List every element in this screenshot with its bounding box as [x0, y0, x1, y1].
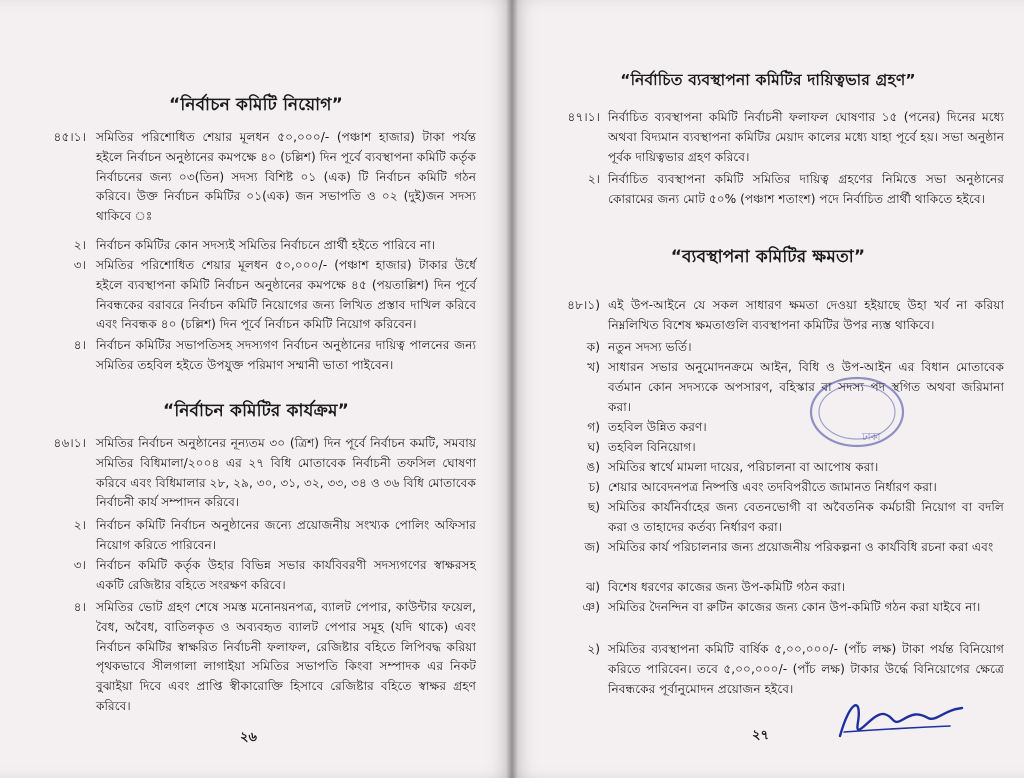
seal-text: ঢাকা [862, 432, 881, 443]
section-number: ২। [73, 518, 86, 532]
item-label: ২) [587, 642, 600, 656]
item-text: বিশেষ ধরণের কাজের জন্য উপ-কমিটি গঠন করা। [608, 580, 846, 594]
item-label: ঘ) [587, 440, 600, 454]
item-text: তহবিল বিনিয়োগ। [608, 440, 696, 454]
right-page [512, 0, 1024, 778]
page-number: ২৭ [752, 728, 769, 743]
section-text: সমিতির পরিশোধিত শেয়ার মূলধন ৫০,০০০/- (পঞ্চাশ হাজার) টাকার উর্ধে হইলে ব্যবস্থাপনা কমিটি নির্বাচন অনুষ্ঠানের কমপক্ষে ৪৫ (পয়তাল্লিশ) দিন পূর্বে নিবন্ধকের বরাবরে নির্বাচন কমিটি নিয়োগের জন্য লিখিত প্রস্তাব দাখিল করিবে এবং নিবন্ধক ৪০ (চল্লিশ) দিন পূর্বে নির্বাচন কমিটি নিয়োগ করিবেন। [96, 258, 476, 332]
item-text: সমিতির কার্য পরিচালনার জন্য প্রয়োজনীয় পরিকল্পনা ও কার্যবিধি রচনা করা এবং [608, 540, 994, 554]
section-number: ৪৭।১। [567, 110, 600, 124]
heading-election-committee-appointment: “নির্বাচন কমিটি নিয়োগ” [169, 95, 343, 115]
office-seal [802, 372, 912, 452]
section-number: ৪৮।১) [567, 298, 600, 312]
item-label: খ) [587, 360, 600, 374]
section-number: ৪৫।১। [53, 130, 86, 144]
signature [832, 692, 972, 754]
heading-election-committee-activities: “নির্বাচন কমিটির কার্যক্রম” [162, 401, 350, 421]
item-text: তহবিল উন্নিত করণ। [608, 420, 707, 434]
section-number: ৪। [73, 600, 86, 614]
page-number: ২৬ [240, 730, 257, 745]
heading-assumption-of-responsibility: “নির্বাচিত ব্যবস্থাপনা কমিটির দায়িত্বভার গ্রহণ” [620, 71, 916, 89]
item-text: সমিতির ব্যবস্থাপনা কমিটি বার্ষিক ৫,০০,০০০/- (পাঁচ লক্ষ) টাকা পর্যন্ত বিনিয়োগ করিতে পারিবেন। তবে ৫,০০,০০০/- (পাঁচ লক্ষ) টাকার উর্দ্ধে বিনিয়োগের ক্ষেত্রে নিবন্ধকের পূর্বানুমোদন প্রয়োজন হইবে। [608, 642, 1004, 696]
book-gutter [506, 0, 518, 778]
section-text: নির্বাচিত ব্যবস্থাপনা কমিটি নির্বাচনী ফলাফল ঘোষণার ১৫ (পনের) দিনের মধ্যে অথবা বিদ্যমান ব্যবস্থাপনা কমিটির মেয়াদ কালের মধ্যে যাহা পূর্বে হয়। সভা অনুষ্ঠান পূর্বক দায়িত্বভার গ্রহণ করিবে। [608, 110, 1004, 164]
section-text: নির্বাচন কমিটির কোন সদস্যই সমিতির নির্বাচনে প্রার্থী হইতে পারিবে না। [96, 238, 436, 252]
item-label: ঞ) [582, 600, 600, 614]
item-text: সমিতির দৈনন্দিন বা রুটিন কাজের জন্য কোন উপ-কমিটি গঠন করা যাইবে না। [608, 600, 981, 614]
item-label: ঝ) [586, 580, 600, 594]
section-text: সমিতির ভোট গ্রহণ শেষে সমস্ত মনোনয়নপত্র, ব্যালট পেপার, কাউন্টার ফয়েল, বৈধ, অবৈধ, বাতিলকৃত ও অব্যবহৃত ব্যালট পেপার সমূহ (যদি থাকে) এবং নির্বাচন কমিটির স্বাক্ষরিত নির্বাচনী ফলাফল, রেজিষ্টার বহিতে লিপিবদ্ধ করিয়া পৃথকভাবে সীলগালা লাগাইয়া সমিতির সভাপতি কিংবা সম্পাদক এর নিকট বুঝাইয়া দিবে এবং প্রাপ্তি স্বীকারোক্তি হিসাবে রেজিষ্টার বহিতে স্বাক্ষর গ্রহণ করিবে। [96, 600, 476, 713]
section-number: ৪। [73, 338, 86, 352]
section-number: ৩। [73, 258, 86, 272]
section-number: ২। [587, 172, 600, 186]
item-text: শেয়ার আবেদনপত্র নিষ্পত্তি এবং তদবিপরীতে জামানত নির্ধারণ করা। [608, 480, 937, 494]
item-text: নতুন সদস্য ভর্তি। [608, 340, 692, 354]
item-label: ছ) [587, 500, 600, 514]
section-text: এই উপ-আইনে যে সকল সাধারণ ক্ষমতা দেওয়া হইয়াছে উহা খর্ব না করিয়া নিম্নলিখিত বিশেষ ক্ষমতাগুলি ব্যবস্থাপনা কমিটির উপর ন্যস্ত থাকিবে। [608, 298, 1004, 332]
section-text: সমিতির পরিশোধিত শেয়ার মূলধন ৫০,০০০/- (পঞ্চাশ হাজার) টাকা পর্যন্ত হইলে নির্বাচন অনুষ্ঠানের কমপক্ষে ৪০ (চল্লিশ) দিন পূর্বে ব্যবস্থাপনা কমিটি কর্তৃক নির্বাচনের জন্য ০৩(তিন) সদস্য বিশিষ্ট ০১ (এক) টি নির্বাচন কমিটি গঠন করিবে। উক্ত নির্বাচন কমিটির ০১(এক) জন সভাপতি ও ০২ (দুই)জন সদস্য থাকিবে ঃ [96, 130, 476, 224]
section-text: নির্বাচন কমিটি কর্তৃক উহার বিভিন্ন সভার কার্যবিবরণী সদস্যগণের স্বাক্ষরসহ একটি রেজিষ্টার বহিতে সংরক্ষণ করিবে। [96, 558, 476, 592]
item-text: সমিতির স্বার্থে মামলা দায়ের, পরিচালনা বা আপোষ করা। [608, 460, 879, 474]
item-label: ক) [586, 340, 600, 354]
section-number: ২। [73, 238, 86, 252]
section-text: নির্বাচন কমিটির সভাপতিসহ সদস্যগণ নির্বাচন অনুষ্ঠানের দায়িত্ব পালনের জন্য সমিতির তহবিল হইতে উপযুক্ত পরিমাণ সম্মানী ভাতা পাইবেন। [96, 338, 476, 372]
section-number: ৩। [73, 558, 86, 572]
item-label: জ) [584, 540, 600, 554]
item-text: সাধারন সভার অনুমোদনক্রমে আইন, বিধি ও উপ-আইন এর বিধান মোতাবেক বর্তমান কোন সদস্যকে অপসারণ, বহিস্কার বা সদস্য পদ স্থগিত অথবা জরিমানা করা। [608, 360, 1004, 414]
item-label: চ) [588, 480, 600, 494]
heading-management-committee-powers: “ব্যবস্থাপনা কমিটির ক্ষমতা” [670, 247, 866, 267]
item-label: ঙ) [586, 460, 600, 474]
section-text: নির্বাচন কমিটি নির্বাচন অনুষ্ঠানের জন্যে প্রয়োজনীয় সংখ্যক পোলিং অফিসার নিয়োগ করিতে পারিবেন। [96, 518, 476, 552]
section-text: সমিতির নির্বাচন অনুষ্ঠানের নূন্যতম ৩০ (ত্রিশ) দিন পূর্বে নির্বাচন কমটি, সমবায় সমিতির বিধিমালা/২০০৪ এর ২৭ বিধি মোতাবেক নির্বাচনী তফসিল ঘোষণা করিবে এবং বিধিমালার ২৮, ২৯, ৩০, ৩১, ৩২, ৩৩, ৩৪ ও ৩৬ বিধি মোতাবেক নির্বাচনী কার্য সম্পাদন করিবে। [96, 436, 476, 510]
item-label: গ) [587, 420, 600, 434]
section-text: নির্বাচিত ব্যবস্থাপনা কমিটি সমিতির দায়িত্ব গ্রহণের নিমিত্তে সভা অনুষ্ঠানের কোরামের জন্য মোট ৫০% (পঞ্চাশ শতাংশ) পদে নির্বাচিত প্রার্থী থাকিতে হইবে। [608, 172, 1004, 206]
item-text: সমিতির কার্যনির্বাহের জন্য বেতনভোগী বা অবৈতনিক কর্মচারী নিয়োগ বা বদলি করা ও তাহাদের কর্তব্য নির্ধারণ করা। [608, 500, 1004, 534]
section-number: ৪৬।১। [53, 436, 86, 450]
